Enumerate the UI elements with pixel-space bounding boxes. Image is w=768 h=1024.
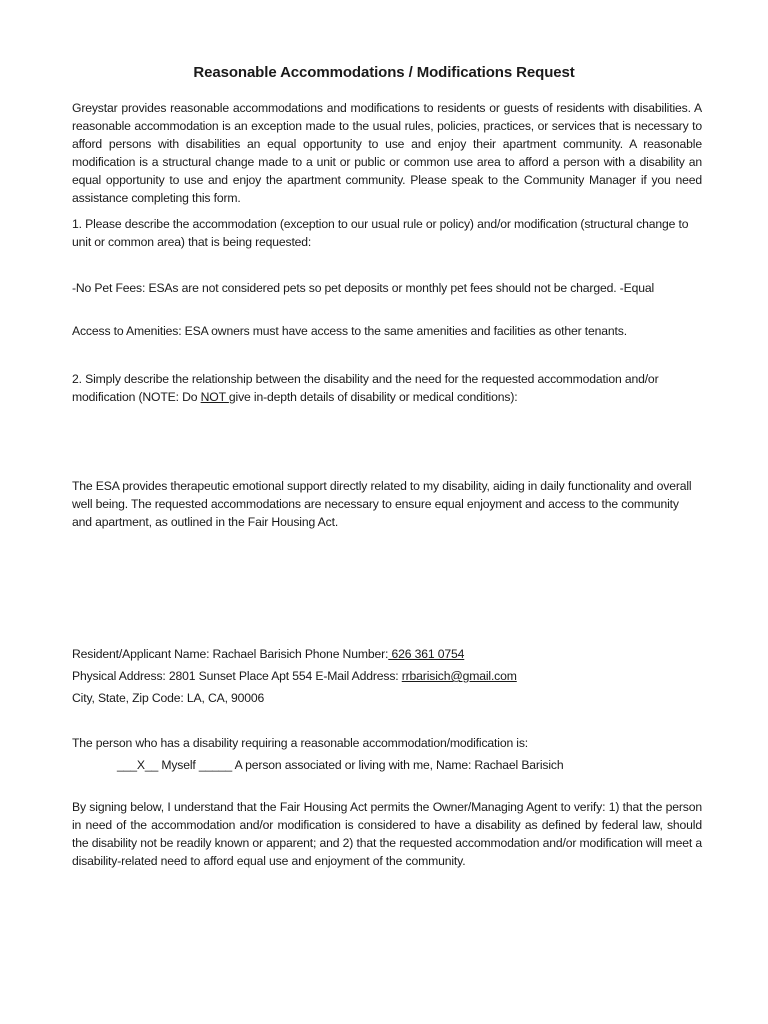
disability-choice-line: ___X__ Myself _____ A person associated or living with me, Name: Rachael Barisich [117,758,564,772]
email-link[interactable]: rrbarisich@gmail.com [401,669,517,683]
intro-paragraph: Greystar provides reasonable accommodations and modifications to residents or guests of residents with disabilities. A reasonable accommodation is an exception made to the usual rules, policies, practices, or services that is necessary to afford persons with disabilities an equal opportunity to use and enjoy their apartment community. A reasonable modification is a structural change made to a unit or public or common use area to afford a person with a disability an equal opportunity to use and enjoy the apartment community. Please speak to the Community Manager if you need assistance completing this form. [72,101,702,205]
phone-number-value: 626 361 0754 [388,647,465,661]
question-2-text-after: give in-depth details of disability or medical conditions): [228,390,518,404]
question-2-not-emphasis: NOT [200,390,229,404]
question-2-line-1: 2. Simply describe the relationship between the disability and the need for the requested accommodation and/or [72,372,659,386]
answer-2-paragraph: The ESA provides therapeutic emotional support directly related to my disability, aiding in daily functionality and overall well being. The requested accommodations are necessary to ensure equal enjoyment and access to the community and apartment, as outlined in the Fair Housing Act. [72,479,692,529]
city-line: City, State, Zip Code: LA, CA, 90006 [72,691,265,705]
disability-intro: The person who has a disability requiring a reasonable accommodation/modification is: [72,736,529,750]
question-1-line-2: unit or common area) that is being requested: [72,235,312,249]
applicant-name-label: Resident/Applicant Name: Rachael Barisich Phone Number: [72,647,389,661]
page-title: Reasonable Accommodations / Modifications Request [193,64,575,81]
signing-paragraph: By signing below, I understand that the Fair Housing Act permits the Owner/Managing Agent to verify: 1) that the person in need of the accommodation and/or modification is considered to have a disability as defined by federal law, should the disability not be readily known or apparent; and 2) that the requested accommodation and/or modification will meet a disability-related need to afford equal use and enjoyment of the community. [72,800,702,868]
address-label: Physical Address: 2801 Sunset Place Apt 554 E-Mail Address: [72,669,402,683]
answer-1-line-1: -No Pet Fees: ESAs are not considered pets so pet deposits or monthly pet fees should not be charged. -Equal [72,281,655,295]
answer-1-line-2: Access to Amenities: ESA owners must have access to the same amenities and facilities as other tenants. [72,324,627,338]
question-2 [72,370,702,406]
question-2-line-2 [72,388,702,406]
question-1 [72,215,702,251]
question-1-line-1: 1. Please describe the accommodation (exception to our usual rule or policy) and/or modification (structural change to [72,217,689,231]
applicant-name-line [72,645,702,663]
question-2-text-before: modification (NOTE: Do [72,390,201,404]
address-line [72,667,702,685]
